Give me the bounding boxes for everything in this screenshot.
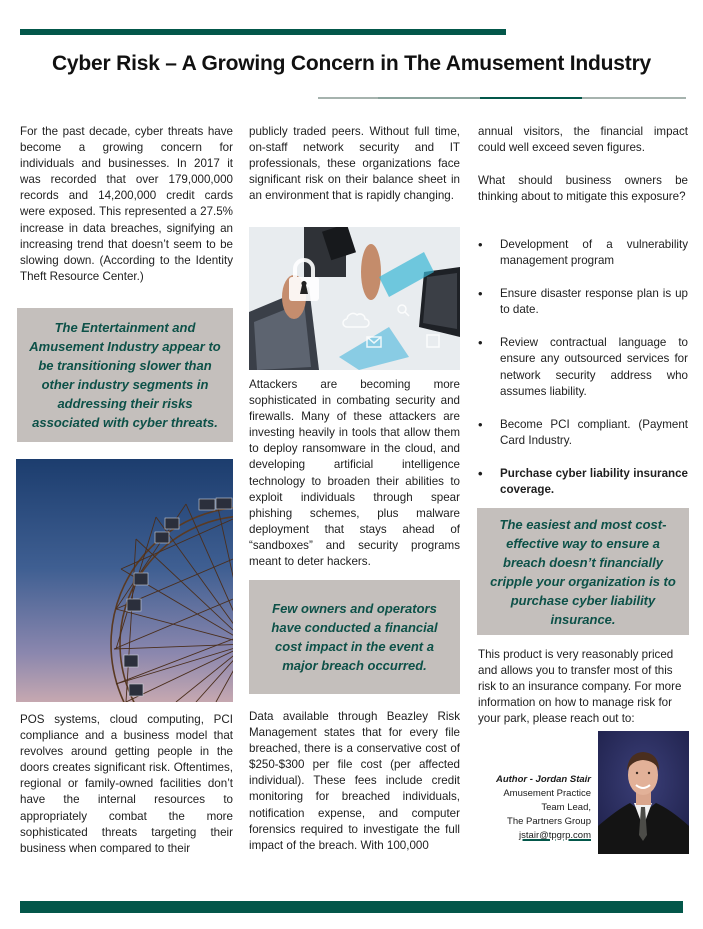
mitigation-item: • Become PCI compliant. (Payment Card Industry. xyxy=(478,417,688,449)
page-title: Cyber Risk – A Growing Concern in The Amusement Industry xyxy=(51,52,652,75)
mitigation-question-text: What should business owners be thinking about to mitigate this exposure? xyxy=(478,174,688,204)
financial-impact-callout xyxy=(249,580,460,694)
mitigation-list xyxy=(478,237,688,515)
cybersecurity-image xyxy=(249,227,460,370)
beazley-data-paragraph xyxy=(249,709,460,854)
author-name: Author - Jordan Stair xyxy=(495,774,591,785)
author-role-line1: Amusement Practice xyxy=(503,788,591,799)
col1-continuation-paragraph xyxy=(20,712,233,857)
author-block xyxy=(496,773,591,843)
mitigation-item-emphasized: • Purchase cyber liability insurance coverage. xyxy=(478,466,688,498)
col3-continuation-text: annual visitors, the financial impact could well exceed seven figures. xyxy=(478,125,688,155)
title-underline-rule xyxy=(318,97,686,99)
col1-continuation-text: POS systems, cloud computing, PCI compliance and a business model that revolves around getting people in the doors creates significant risk. Oftentimes, regional or family-owned facilities don’t have the internal resources to appropriately combat the more sophisticated threats targeting their business when compared to their xyxy=(20,713,233,855)
mitigation-question xyxy=(478,173,688,205)
industry-callout-text: The Entertainment and Amusement Industry appear to be transitioning slower than other industry segments in addressing their risks associated with cyber threats. xyxy=(29,320,221,430)
attackers-text: Attackers are becoming more sophisticated in combating security and firewalls. Many of these attackers are investing heavily in tools that allow them to deploy ransomware in the cloud, and developing artificial intelligence technology to broaden their abilities to exploit individuals through spear phishing schemes, plus malware deployment that stays ahead of “sandboxes” and security programs meant to deter hackers. xyxy=(249,378,460,569)
closing-text: This product is very reasonably priced and allows you to transfer most of this risk to an insurance company. For more information on how to manage risk for your park, please reach out to: xyxy=(478,648,682,726)
col2-continuation-paragraph xyxy=(249,124,460,204)
closing-paragraph xyxy=(478,647,688,727)
author-company: The Partners Group xyxy=(507,816,591,827)
author-role-line2: Team Lead, xyxy=(541,802,591,813)
intro-paragraph xyxy=(20,124,233,285)
author-email-link[interactable]: jstair@tpgrp.com xyxy=(519,830,591,841)
insurance-callout xyxy=(477,508,689,635)
mitigation-item: • Review contractual language to ensure any outsourced services for network security address who assumes liability. xyxy=(478,335,688,399)
col2-continuation-text: publicly traded peers. Without full time, on-staff network security and IT professionals, these organizations face significant risk on their balance sheet in an environment that is rapidly changing. xyxy=(249,125,460,203)
mitigation-item: • Development of a vulnerability management program xyxy=(478,237,688,269)
author-photo xyxy=(598,731,689,854)
financial-impact-callout-text: Few owners and operators have conducted a financial cost impact in the event a major breach occurred. xyxy=(271,601,438,673)
col3-continuation-paragraph xyxy=(478,124,688,156)
intro-text: For the past decade, cyber threats have become a growing concern for individuals and businesses. In 2017 it was recorded that over 179,000,000 records and 14,200,000 credit cards were exposed. This represented a 27.5% increase in data breaches, signifying an increasing trend that doesn’t seem to be slowing down. (According to the Identity Theft Resource Center.) xyxy=(20,125,233,283)
ferris-wheel-image xyxy=(16,459,233,702)
beazley-data-text: Data available through Beazley Risk Management states that for every file breached, there is a conservative cost of $250-$300 per file cost (per affected individual). These fees include credit monitoring for breached individuals, notification expense, and computer forensics required to investigate the full impact of the breach. With 100,000 xyxy=(249,710,460,852)
mitigation-item: • Ensure disaster response plan is up to date. xyxy=(478,286,688,318)
industry-callout xyxy=(17,308,233,442)
attackers-paragraph xyxy=(249,377,460,570)
header-accent-bar xyxy=(20,29,506,35)
insurance-callout-text: The easiest and most cost-effective way to ensure a breach doesn’t financially cripple your organization is to purchase cyber liability insurance. xyxy=(490,516,676,627)
footer-accent-bar xyxy=(20,901,683,913)
